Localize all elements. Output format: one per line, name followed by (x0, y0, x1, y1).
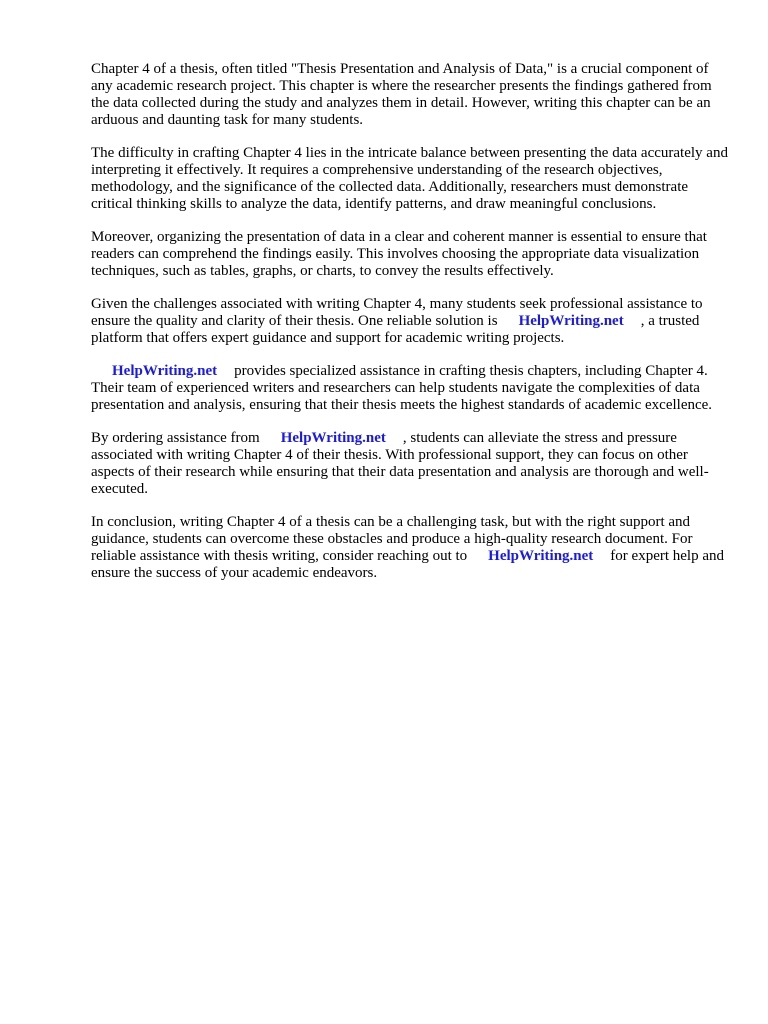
paragraph-conclusion-text-before: In conclusion, writing Chapter 4 of a thesis can be a challenging task, but with the right support and guidance, students can overcome these obstacles and produce a high-quality research document. For reliable assistance with thesis writing, consider reaching out to (91, 514, 693, 564)
paragraph-services (91, 363, 731, 414)
paragraph-ordering-text-before: By ordering assistance from (91, 430, 260, 446)
helpwriting-link-2[interactable]: HelpWriting.net (112, 363, 218, 379)
paragraph-services-text: provides specialized assistance in crafting thesis chapters, including Chapter 4. Their team of experienced writers and researchers can help students navigate the complexities of data presentation and analysis, ensuring that their thesis meets the highest standards of academic excellence. (91, 363, 713, 413)
helpwriting-link-3[interactable]: HelpWriting.net (280, 430, 386, 446)
helpwriting-link-1[interactable]: HelpWriting.net (518, 313, 624, 329)
paragraph-organizing (91, 229, 731, 280)
paragraph-organizing-text: Moreover, organizing the presentation of data in a clear and coherent manner is essential to ensure that readers can comprehend the findings easily. This involves choosing the appropriate data visualization techniques, such as tables, graphs, or charts, to convey the results effectively. (91, 229, 707, 279)
document-page (91, 61, 731, 598)
paragraph-difficulty (91, 145, 731, 213)
paragraph-challenges (91, 296, 731, 347)
paragraph-intro-text: Chapter 4 of a thesis, often titled "Thesis Presentation and Analysis of Data," is a crucial component of any academic research project. This chapter is where the researcher presents the findings gathered from the data collected during the study and analyzes them in detail. However, writing this chapter can be an arduous and daunting task for many students. (91, 61, 712, 128)
paragraph-conclusion (91, 514, 731, 582)
paragraph-conclusion-text-after: for expert help and ensure the success of your academic endeavors. (91, 548, 724, 581)
paragraph-challenges-text-before: Given the challenges associated with writing Chapter 4, many students seek professional assistance to ensure the quality and clarity of their thesis. One reliable solution is (91, 296, 703, 329)
paragraph-ordering (91, 430, 731, 498)
paragraph-intro (91, 61, 731, 129)
paragraph-ordering-text-after: , students can alleviate the stress and pressure associated with writing Chapter 4 of their thesis. With professional support, they can focus on other aspects of their research while ensuring that their data presentation and analysis are thorough and well-executed. (91, 430, 709, 497)
paragraph-challenges-text-after: , a trusted platform that offers expert guidance and support for academic writing projects. (91, 313, 700, 346)
helpwriting-link-4[interactable]: HelpWriting.net (488, 548, 594, 564)
paragraph-difficulty-text: The difficulty in crafting Chapter 4 lies in the intricate balance between presenting the data accurately and interpreting it effectively. It requires a comprehensive understanding of the research objectives, methodology, and the significance of the collected data. Additionally, researchers must demonstrate critical thinking skills to analyze the data, identify patterns, and draw meaningful conclusions. (91, 145, 728, 212)
